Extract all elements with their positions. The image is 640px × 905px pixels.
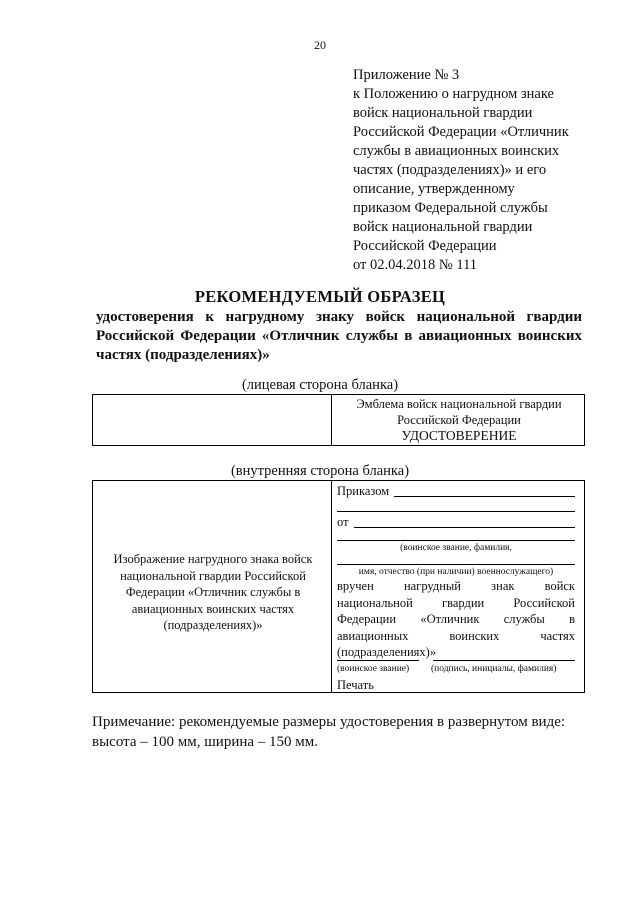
appendix-line: Российской Федерации — [353, 238, 497, 254]
blank-line — [337, 540, 575, 541]
subtitle-line: частях (подразделениях)» — [96, 347, 270, 363]
appendix-line: Российской Федерации «Отличник — [353, 124, 569, 140]
front-line: Российской Федерации — [397, 412, 521, 427]
page-number: 20 — [314, 38, 326, 52]
order-blank-line — [394, 496, 575, 497]
appendix-line: к Положению о нагрудном знаке — [353, 86, 554, 102]
awarded-line: Федерации «Отличник службы в — [337, 612, 575, 626]
appendix-line: частях (подразделениях)» и его — [353, 162, 547, 178]
front-side-form — [92, 394, 585, 446]
appendix-line: войск национальной гвардии — [353, 219, 533, 235]
certificate-label: УДОСТОВЕРЕНИЕ — [401, 428, 517, 443]
awarded-text — [337, 578, 575, 661]
inner-side-caption: (внутренняя сторона бланка) — [230, 463, 410, 479]
document-subtitle — [96, 308, 582, 365]
appendix-line: описание, утвержденному — [353, 181, 515, 197]
front-side-caption: (лицевая сторона бланка) — [241, 377, 399, 393]
note-text: Примечание: рекомендуемые размеры удостоверения в развернутом виде: высота – 100 мм, ширина – 150 мм. — [92, 714, 566, 750]
front-side-right-panel — [333, 397, 585, 444]
appendix-line: войск национальной гвардии — [353, 105, 533, 121]
placeholder-line: авиационных воинских частях — [131, 601, 295, 616]
patronymic-hint: имя, отчество (при наличии) военнослужащего) — [358, 567, 554, 577]
signature-hint: (подпись, инициалы, фамилия) — [431, 664, 557, 674]
subtitle-line: удостоверения к нагрудному знаку войск национальной гвардии — [96, 309, 582, 325]
placeholder-line: Изображение нагрудного знака войск — [113, 552, 313, 566]
rank-name-hint: (воинское звание, фамилия, — [400, 543, 512, 553]
subtitle-line: Российской Федерации «Отличник службы в авиационных воинских — [96, 328, 582, 344]
order-date-field — [337, 514, 575, 530]
awarded-line: (подразделениях)» — [337, 645, 437, 659]
appendix-line: службы в авиационных воинских — [353, 143, 560, 159]
placeholder-line: (подразделениях)» — [163, 618, 263, 632]
blank-line — [337, 511, 575, 512]
column-divider — [331, 395, 332, 445]
appendix-block — [353, 66, 603, 275]
front-line: Эмблема войск национальной гвардии — [356, 397, 562, 411]
placeholder-line: национальной гвардии Российской — [120, 568, 306, 583]
stamp-label: Печать — [337, 678, 374, 692]
order-field — [337, 483, 575, 499]
rank-hint: (воинское звание) — [337, 664, 410, 674]
from-blank-line — [354, 527, 575, 528]
rank-signature-line — [337, 660, 419, 661]
badge-image-placeholder — [103, 551, 323, 634]
awarded-line: вручен нагрудный знак войск — [337, 579, 575, 593]
awarded-line: авиационных воинских частях — [337, 628, 575, 643]
appendix-line: Приложение № 3 — [353, 67, 460, 83]
awarded-line: национальной гвардии Российской — [337, 595, 575, 610]
blank-line — [337, 564, 575, 565]
column-divider — [331, 481, 332, 692]
order-label: Приказом — [337, 484, 390, 498]
signature-line — [433, 660, 575, 661]
appendix-line: от 02.04.2018 № 111 — [353, 257, 478, 273]
from-label: от — [337, 515, 349, 529]
inner-side-form — [92, 480, 585, 693]
placeholder-line: Федерации «Отличник службы в — [125, 585, 301, 599]
appendix-line: приказом Федеральной службы — [353, 200, 548, 216]
document-title: РЕКОМЕНДУЕМЫЙ ОБРАЗЕЦ — [194, 287, 446, 306]
